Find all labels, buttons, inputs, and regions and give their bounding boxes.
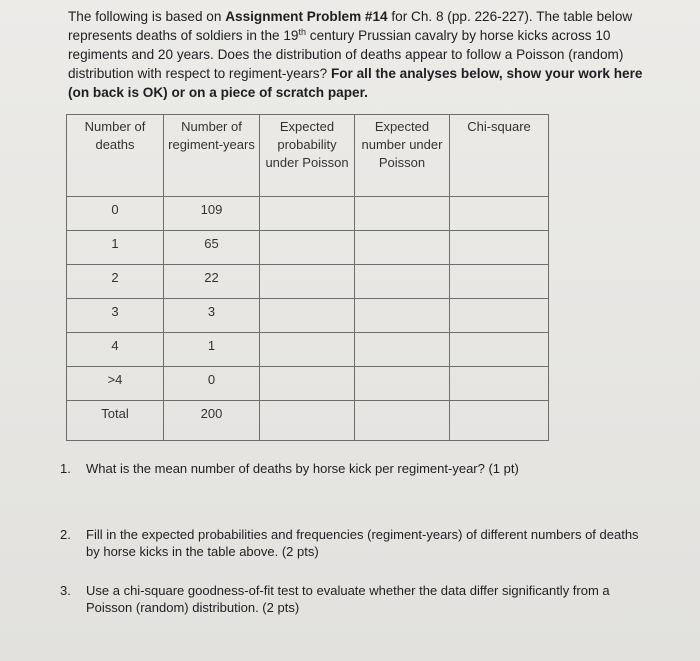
questions-list	[60, 460, 640, 616]
table-row	[67, 367, 549, 401]
header-expected-probability: Expected probability under Poisson	[260, 115, 355, 197]
expected-number-cell[interactable]	[355, 333, 450, 367]
deaths-cell: 3	[67, 299, 164, 333]
ordinal-suffix: th	[298, 27, 306, 37]
table-row	[67, 265, 549, 299]
question-text: Use a chi-square goodness-of-fit test to evaluate whether the data differ significantly from a Poisson (random) distribution. (2 pts)	[86, 583, 610, 615]
chi-square-cell[interactable]	[450, 333, 549, 367]
deaths-cell: 1	[67, 231, 164, 265]
deaths-cell: 0	[67, 197, 164, 231]
expected-number-cell[interactable]	[355, 401, 450, 441]
instruction-bold: For all the analyses below, show your work here (on back is OK) or on a piece of scratch paper.	[68, 66, 643, 100]
question-1	[60, 460, 640, 477]
intro-text-3: century Prussian cavalry by horse kicks across 10 regiments and 20 years. Does the distribution of deaths appear to follow a Poisson (random) distribution with respect to regiment-years?	[68, 28, 624, 81]
deaths-cell: 2	[67, 265, 164, 299]
expected-probability-cell[interactable]	[260, 197, 355, 231]
question-2	[60, 526, 640, 560]
table-header-row	[67, 115, 549, 197]
assignment-reference: Assignment Problem #14	[225, 9, 388, 24]
total-label-cell: Total	[67, 401, 164, 441]
chi-square-cell[interactable]	[450, 367, 549, 401]
question-number: 3.	[60, 583, 71, 598]
expected-probability-cell[interactable]	[260, 299, 355, 333]
expected-probability-cell[interactable]	[260, 231, 355, 265]
deaths-cell: >4	[67, 367, 164, 401]
header-regiment-years: Number of regiment-years	[164, 115, 260, 197]
expected-probability-cell[interactable]	[260, 401, 355, 441]
table-row	[67, 231, 549, 265]
intro-text-2: for Ch. 8 (pp. 226-227). The table below represents deaths of soldiers in the 19	[68, 9, 633, 43]
expected-number-cell[interactable]	[355, 299, 450, 333]
chi-square-cell[interactable]	[450, 299, 549, 333]
question-text: What is the mean number of deaths by horse kick per regiment-year? (1 pt)	[86, 461, 519, 476]
question-3	[60, 582, 640, 616]
count-cell: 22	[164, 265, 260, 299]
intro-paragraph	[68, 7, 648, 102]
table-row	[67, 197, 549, 231]
header-chi-square: Chi-square	[450, 115, 549, 197]
question-number: 2.	[60, 527, 71, 542]
table-row	[67, 333, 549, 367]
poisson-table	[66, 114, 549, 441]
header-number-of-deaths: Number of deaths	[67, 115, 164, 197]
table-row-total	[67, 401, 549, 441]
question-number: 1.	[60, 461, 71, 476]
expected-number-cell[interactable]	[355, 367, 450, 401]
chi-square-cell[interactable]	[450, 401, 549, 441]
expected-number-cell[interactable]	[355, 197, 450, 231]
table-row	[67, 299, 549, 333]
total-count-cell: 200	[164, 401, 260, 441]
count-cell: 3	[164, 299, 260, 333]
expected-probability-cell[interactable]	[260, 265, 355, 299]
count-cell: 0	[164, 367, 260, 401]
header-expected-number: Expected number under Poisson	[355, 115, 450, 197]
intro-text-1: The following is based on	[68, 9, 226, 24]
count-cell: 1	[164, 333, 260, 367]
chi-square-cell[interactable]	[450, 197, 549, 231]
question-text: Fill in the expected probabilities and frequencies (regiment-years) of different numbers of deaths by horse kicks in the table above. (2 pts)	[86, 527, 639, 559]
count-cell: 65	[164, 231, 260, 265]
count-cell: 109	[164, 197, 260, 231]
expected-probability-cell[interactable]	[260, 367, 355, 401]
expected-probability-cell[interactable]	[260, 333, 355, 367]
expected-number-cell[interactable]	[355, 231, 450, 265]
deaths-cell: 4	[67, 333, 164, 367]
chi-square-cell[interactable]	[450, 231, 549, 265]
chi-square-cell[interactable]	[450, 265, 549, 299]
expected-number-cell[interactable]	[355, 265, 450, 299]
